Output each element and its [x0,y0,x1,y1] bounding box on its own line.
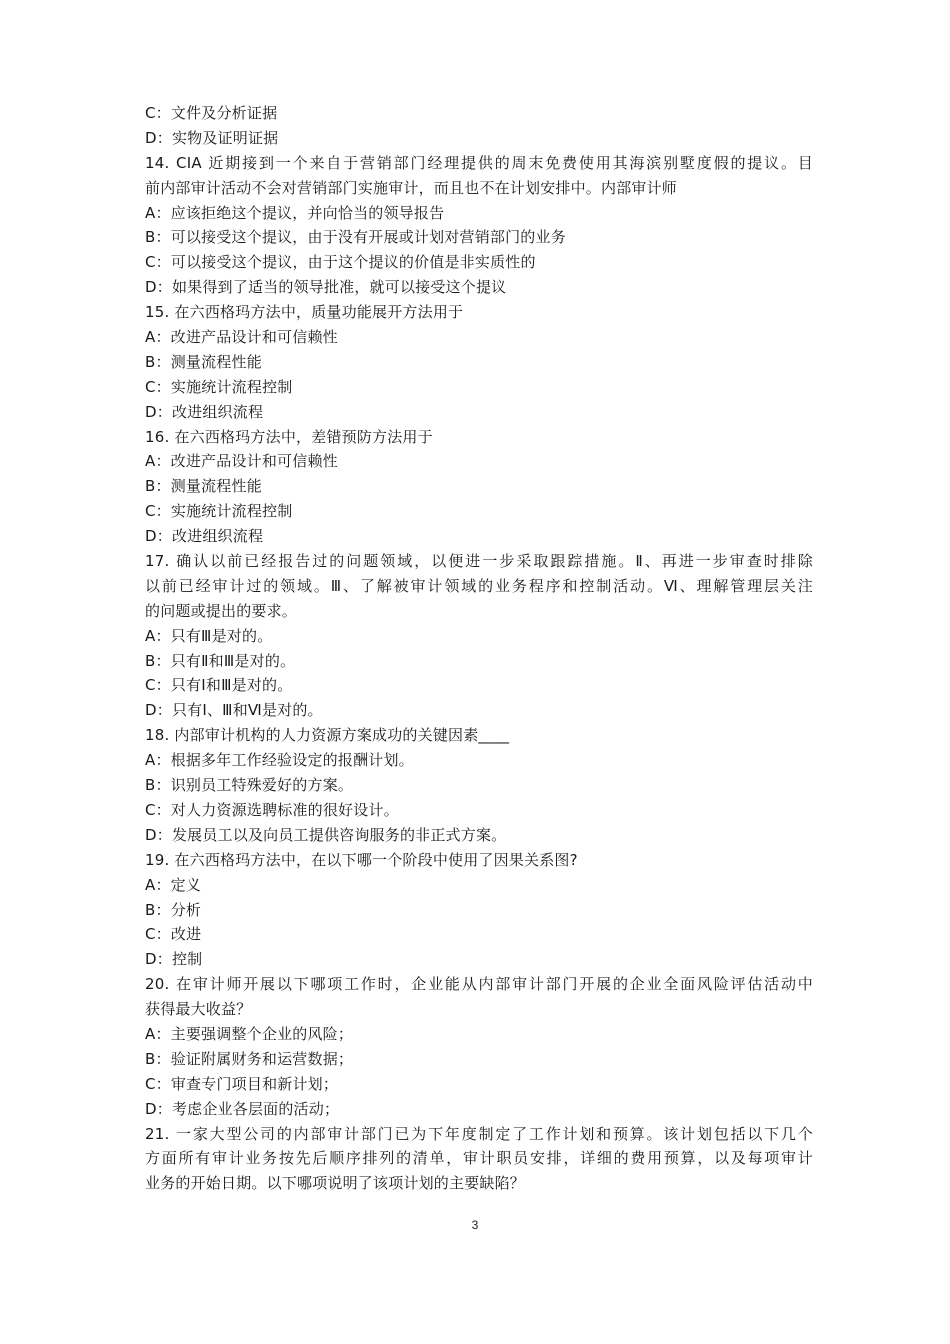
answer-option-line: B：验证附属财务和运营数据； [145,1049,354,1068]
question-text-line: 的问题或提出的要求。 [145,601,298,620]
answer-option-line: D：改进组织流程 [145,402,264,421]
question-text-line: 18. 内部审计机构的人力资源方案成功的关键因素____ [145,726,510,745]
answer-option-line: A：改进产品设计和可信赖性 [145,328,338,347]
answer-option-line: C：只有Ⅰ和Ⅲ是对的。 [145,676,293,695]
answer-option-line: D：控制 [145,950,203,969]
answer-option-line: A：定义 [145,875,202,894]
question-text-line: 19. 在六西格玛方法中，在以下哪一个阶段中使用了因果关系图? [145,850,578,869]
answer-option-line: B：测量流程性能 [145,352,262,371]
question-text-line: 方面所有审计业务按先后顺序排列的清单，审计职员安排，详细的费用预算，以及每项审计 [145,1149,813,1168]
page-content [145,101,813,1196]
answer-option-line: C：实施统计流程控制 [145,377,293,396]
answer-option-line: B：分析 [145,900,202,919]
question-text-line: 20. 在审计师开展以下哪项工作时，企业能从内部审计部门开展的企业全面风险评估活动中 [145,975,813,994]
question-text-line: 21. 一家大型公司的内部审计部门已为下年度制定了工作计划和预算。该计划包括以下几个 [145,1124,813,1143]
page-number: 3 [471,1218,479,1232]
answer-option-line: A：根据多年工作经验设定的报酬计划。 [145,751,414,770]
question-text-line: 前内部审计活动不会对营销部门实施审计，而且也不在计划安排中。内部审计师 [145,178,678,197]
question-text-line: 获得最大收益？ [145,1000,252,1019]
question-text-line: 业务的开始日期。以下哪项说明了该项计划的主要缺陷？ [145,1174,526,1193]
answer-option-line: B：只有Ⅱ和Ⅲ是对的。 [145,651,296,670]
answer-option-line: A：主要强调整个企业的风险； [145,1024,354,1043]
answer-option-line: C：文件及分析证据 [145,104,278,122]
answer-option-line: B：识别员工特殊爱好的方案。 [145,776,354,795]
question-text-line: 16. 在六西格玛方法中，差错预防方法用于 [145,427,433,446]
answer-option-line: B：可以接受这个提议，由于没有开展或计划对营销部门的业务 [145,228,566,247]
answer-option-line: C：实施统计流程控制 [145,502,293,521]
question-text-line: 17. 确认以前已经报告过的问题领域，以便进一步采取跟踪措施。Ⅱ、再进一步审查时排除 [145,552,813,571]
answer-option-line: C：改进 [145,925,202,944]
answer-option-line: D：只有Ⅰ、Ⅲ和Ⅵ是对的。 [145,701,323,720]
question-text-line: 14. CIA 近期接到一个来自于营销部门经理提供的周末免费使用其海滨别墅度假的提议。目 [145,153,813,172]
question-text-line: 以前已经审计过的领域。Ⅲ、了解被审计领域的业务程序和控制活动。Ⅵ、理解管理层关注 [145,576,813,595]
answer-option-line: C：可以接受这个提议，由于这个提议的价值是非实质性的 [145,253,536,272]
answer-option-line: C：对人力资源选聘标准的很好设计。 [145,800,399,819]
question-text-line: 15. 在六西格玛方法中，质量功能展开方法用于 [145,303,464,322]
answer-option-line: A：应该拒绝这个提议，并向恰当的领导报告 [145,203,445,222]
answer-option-line: A：改进产品设计和可信赖性 [145,452,338,471]
answer-option-line: A：只有Ⅲ是对的。 [145,626,273,645]
answer-option-line: C：审查专门项目和新计划； [145,1074,339,1093]
answer-option-line: D：考虑企业各层面的活动； [145,1099,340,1118]
answer-option-line: D：如果得到了适当的领导批准，就可以接受这个提议 [145,278,507,297]
answer-option-line: D：改进组织流程 [145,527,264,546]
answer-option-line: D：实物及证明证据 [145,128,279,147]
answer-option-line: D：发展员工以及向员工提供咨询服务的非正式方案。 [145,825,507,844]
answer-option-line: B：测量流程性能 [145,477,262,496]
